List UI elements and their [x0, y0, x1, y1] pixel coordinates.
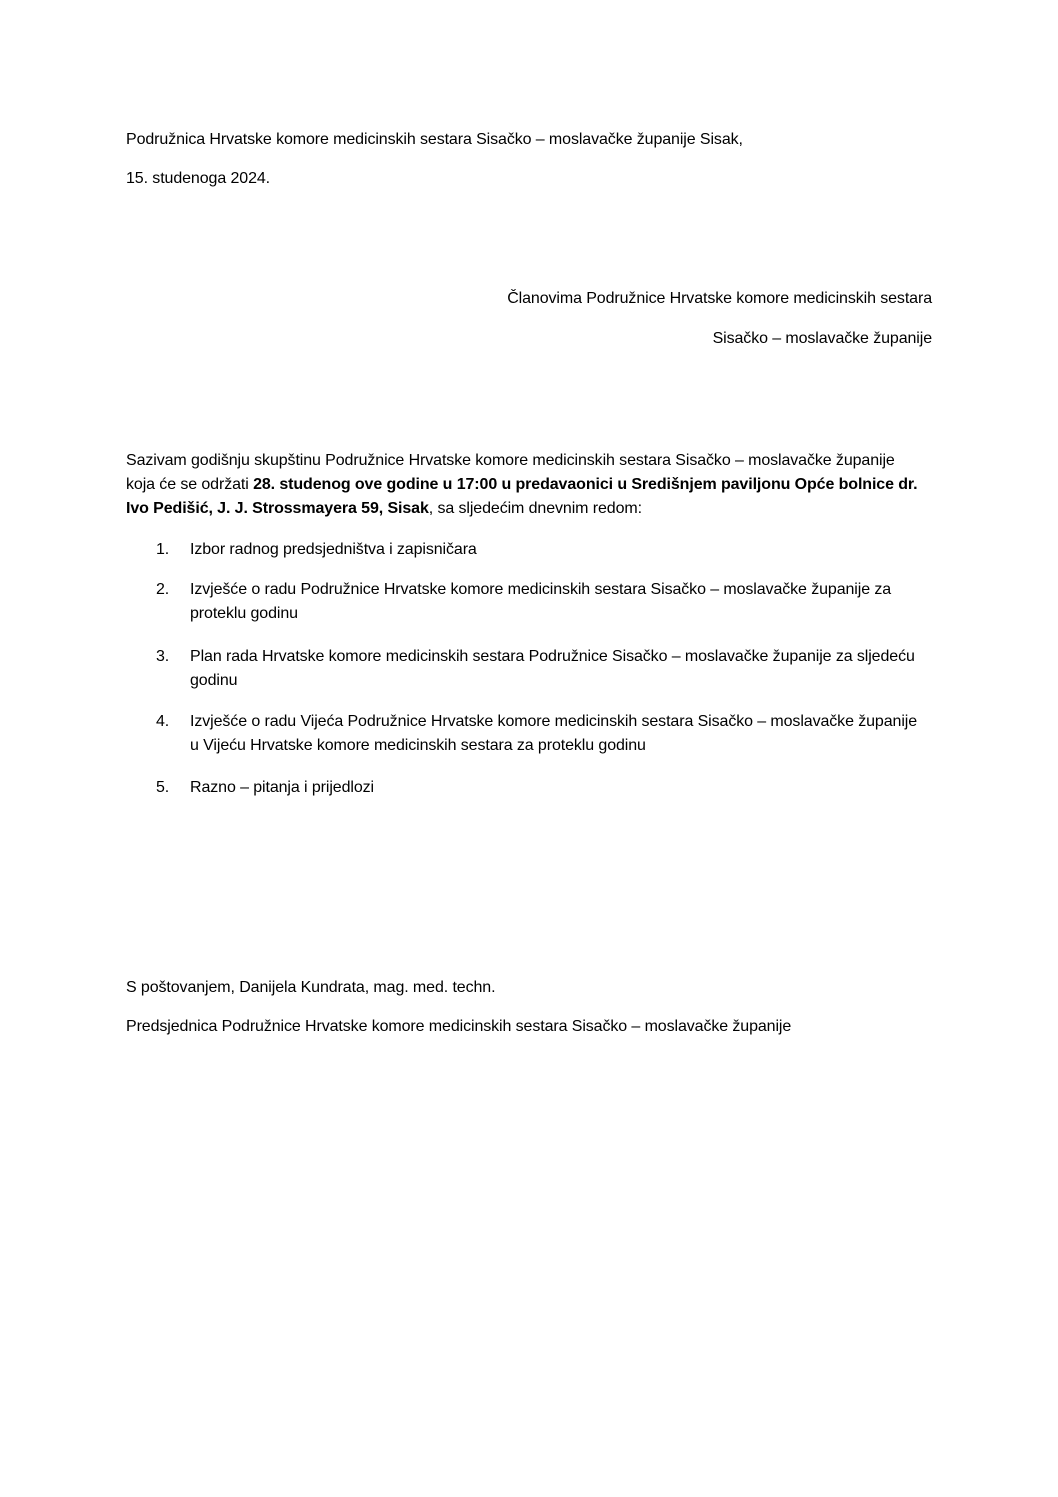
agenda-item-number: 3.	[156, 648, 170, 665]
agenda-item-number: 5.	[156, 779, 170, 796]
recipient-line-2: Sisačko – moslavačke županije	[712, 330, 932, 347]
agenda-item-number: 1.	[156, 541, 170, 558]
recipient-line-1: Članovima Podružnice Hrvatske komore medicinskih sestara	[507, 290, 932, 307]
agenda-item-text: Izbor radnog predsjedništva i zapisničara	[190, 541, 477, 558]
intro-paragraph	[126, 449, 926, 521]
agenda-item-text: Razno – pitanja i prijedlozi	[190, 779, 374, 796]
agenda-item-number: 4.	[156, 713, 170, 730]
signature-title: Predsjednica Podružnice Hrvatske komore medicinskih sestara Sisačko – moslavačke županije	[126, 1018, 792, 1035]
intro-text-bold: 28. studenog ove godine u 17:00 u predavaonici u Središnjem paviljonu Opće bolnice dr. Ivo Pedišić, J. J. Strossmayera 59, Sisak	[126, 476, 918, 517]
agenda-item-text: Izvješće o radu Podružnice Hrvatske komore medicinskih sestara Sisačko – moslavačke županije za proteklu godinu	[190, 581, 892, 622]
document-date: 15. studenoga 2024.	[126, 170, 271, 187]
signature-closing: S poštovanjem, Danijela Kundrata, mag. med. techn.	[126, 979, 496, 996]
intro-text-end: , sa sljedećim dnevnim redom:	[428, 500, 642, 517]
intro-text-start: Sazivam godišnju skupštinu Podružnice Hrvatske komore medicinskih sestara Sisačko – moslavačke županije koja će se održati	[126, 452, 895, 493]
agenda-item-text: Plan rada Hrvatske komore medicinskih sestara Podružnice Sisačko – moslavačke županije za sljedeću godinu	[190, 648, 915, 689]
sender-line: Podružnica Hrvatske komore medicinskih sestara Sisačko – moslavačke županije Sisak,	[126, 131, 743, 148]
agenda-item-number: 2.	[156, 581, 170, 598]
agenda-item-text: Izvješće o radu Vijeća Podružnice Hrvatske komore medicinskih sestara Sisačko – moslavačke županije u Vijeću Hrvatske komore medicinskih sestara za proteklu godinu	[190, 713, 918, 754]
